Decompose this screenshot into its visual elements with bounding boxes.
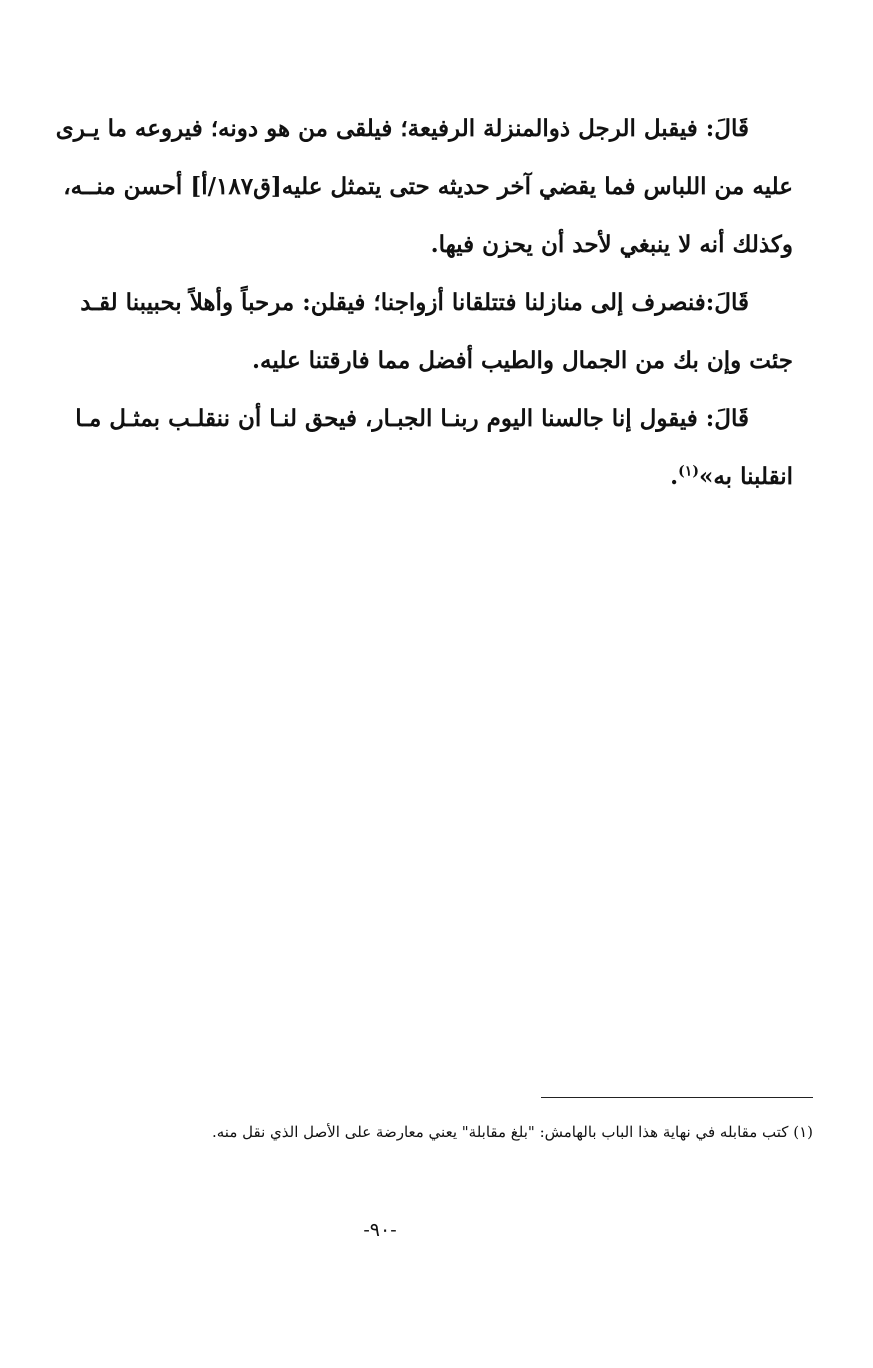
footnote-divider [541,1097,813,1098]
page-number: -٩٠- [363,1219,397,1241]
text-line-5: جئت وإن بك من الجمال والطيب أفضل مما فارقتنا عليه. [252,347,793,374]
text-line-2: عليه من اللباس فما يقضي آخر حديثه حتى يتمثل عليه[ق١٨٧/أ] أحسن منــه، [63,173,793,200]
last-line-text: انقلبنا به» [698,463,793,490]
text-line-4: قَالَ:فنصرف إلى منازلنا فتتلقانا أزواجنا؛ فيقلن: مرحباً وأهلاً بحبيبنا لقـد [80,289,749,316]
final-period: . [670,463,679,490]
text-line-7 [23,448,793,506]
footnote-reference: (١) [678,463,699,480]
text-line-6: قَالَ: فيقول إنا جالسنا اليوم ربنـا الجبـار، فيحق لنـا أن ننقلـب بمثـل مـا [75,405,749,432]
text-line-1: قَالَ: فيقبل الرجل ذوالمنزلة الرفيعة؛ فيلقى من هو دونه؛ فيروعه ما يـرى [55,115,749,142]
main-text [23,100,793,506]
text-line-3: وكذلك أنه لا ينبغي لأحد أن يحزن فيها. [430,231,793,258]
footnote: (١) كتب مقابله في نهاية هذا الباب بالهامش: "بلغ مقابلة" يعني معارضة على الأصل الذي نقل منه. [212,1123,813,1141]
